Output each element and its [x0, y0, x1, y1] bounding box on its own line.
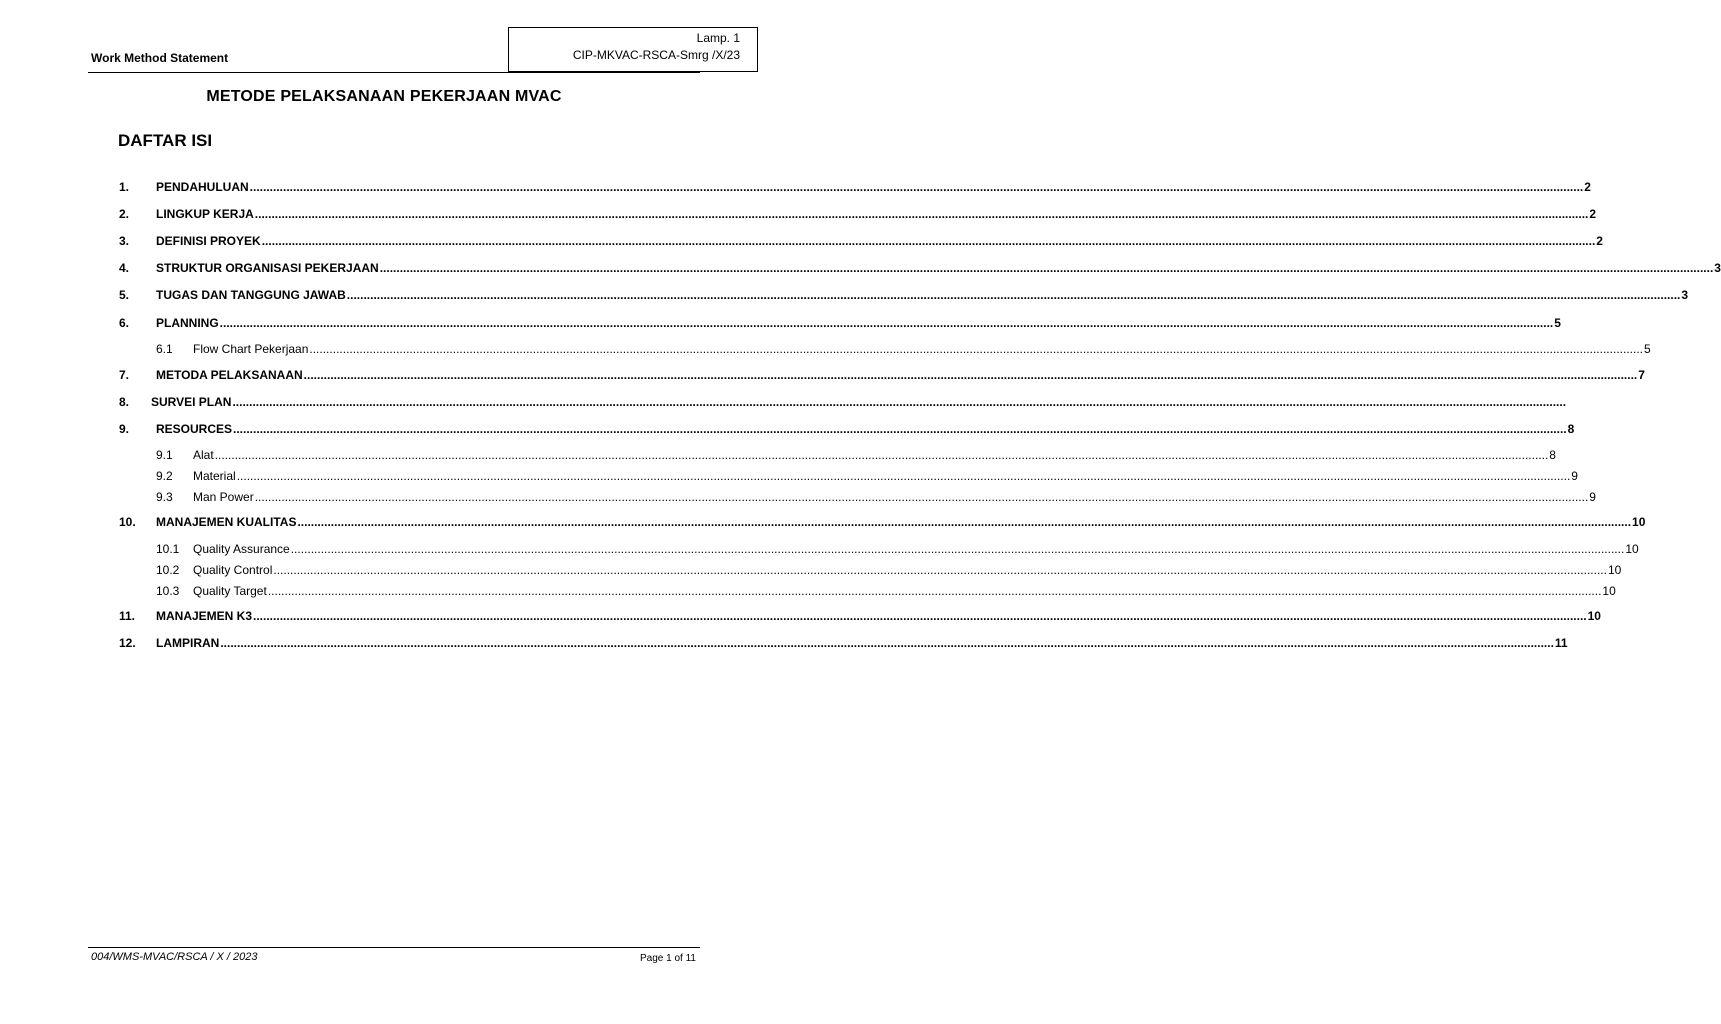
toc-entry-label: Quality Target	[193, 584, 267, 598]
toc-entry-number: 10.	[119, 515, 136, 529]
toc-entry[interactable]	[119, 609, 1601, 627]
toc-entry-page: 3	[1714, 261, 1721, 275]
toc-entry-number: 10.1	[156, 542, 180, 556]
toc-entry-label: Man Power	[193, 490, 254, 504]
toc-entry[interactable]	[119, 395, 1567, 413]
toc-entry-page: 8	[1549, 448, 1556, 462]
toc-dot-leader: ................................................................................................................................................................................................................................................................................................................................................................................................................	[253, 609, 1587, 623]
toc-entry-label: STRUKTUR ORGANISASI PEKERJAAN	[156, 261, 379, 275]
footer-document-code: 004/WMS-MVAC/RSCA / X / 2023	[91, 951, 258, 963]
toc-subentry[interactable]	[156, 490, 1596, 508]
toc-dot-leader: ................................................................................................................................................................................................................................................................................................................................................................................................................	[267, 584, 1602, 598]
toc-entry[interactable]	[119, 368, 1645, 386]
toc-entry-number: 9.	[119, 422, 130, 436]
toc-entry[interactable]	[119, 515, 1646, 533]
footer-divider	[88, 947, 700, 948]
toc-subentry[interactable]	[156, 469, 1578, 487]
toc-entry-number: 10.2	[156, 563, 180, 577]
toc-entry-page: 7	[1638, 368, 1645, 382]
toc-entry-number: 9.2	[156, 469, 173, 483]
toc-entry-number: 9.1	[156, 448, 173, 462]
toc-entry-page: 11	[1554, 636, 1568, 650]
toc-entry-number: 1.	[119, 180, 130, 194]
toc-entry-page: 5	[1554, 316, 1561, 330]
toc-subentry[interactable]	[156, 584, 1616, 602]
toc-entry-label: RESOURCES	[156, 422, 233, 436]
toc-dot-leader: ................................................................................................................................................................................................................................................................................................................................................................................................................	[232, 395, 1567, 409]
header-reference-box	[508, 27, 758, 72]
toc-entry-page: 10	[1587, 609, 1601, 623]
toc-dot-leader: ................................................................................................................................................................................................................................................................................................................................................................................................................	[290, 542, 1625, 556]
toc-entry-page: 5	[1643, 342, 1651, 356]
toc-dot-leader: ................................................................................................................................................................................................................................................................................................................................................................................................................	[220, 636, 1554, 650]
toc-entry-label: PENDAHULUAN	[156, 180, 249, 194]
toc-entry[interactable]	[119, 261, 1721, 279]
toc-entry-label: DEFINISI PROYEK	[156, 234, 261, 248]
toc-entry-number: 9.3	[156, 490, 173, 504]
document-title: METODE PELAKSANAAN PEKERJAAN MVAC	[206, 88, 562, 105]
toc-entry-label: Flow Chart Pekerjaan	[193, 342, 309, 356]
toc-dot-leader: ................................................................................................................................................................................................................................................................................................................................................................................................................	[254, 207, 1589, 221]
toc-dot-leader: ................................................................................................................................................................................................................................................................................................................................................................................................................	[233, 422, 1567, 436]
toc-entry-number: 11.	[119, 609, 136, 623]
toc-dot-leader: ................................................................................................................................................................................................................................................................................................................................................................................................................	[261, 234, 1596, 248]
toc-subentry[interactable]	[156, 448, 1556, 466]
toc-dot-leader: ................................................................................................................................................................................................................................................................................................................................................................................................................	[214, 448, 1549, 462]
toc-dot-leader: ................................................................................................................................................................................................................................................................................................................................................................................................................	[219, 316, 1554, 330]
toc-entry-number: 8.	[119, 395, 130, 409]
toc-entry-page: 9	[1589, 490, 1596, 504]
toc-dot-leader: ................................................................................................................................................................................................................................................................................................................................................................................................................	[254, 490, 1589, 504]
header-document-type: Work Method Statement	[91, 51, 229, 65]
toc-entry-number: 2.	[119, 207, 130, 221]
toc-subentry[interactable]	[156, 542, 1639, 560]
toc-entry-label: PLANNING	[156, 316, 219, 330]
toc-entry-page: 2	[1596, 234, 1603, 248]
toc-entry-number: 6.1	[156, 342, 173, 356]
toc-dot-leader: ................................................................................................................................................................................................................................................................................................................................................................................................................	[273, 563, 1607, 577]
toc-entry-label: Quality Control	[193, 563, 273, 577]
toc-entry-number: 4.	[119, 261, 130, 275]
toc-entry-label: Material	[193, 469, 236, 483]
toc-subentry[interactable]	[156, 342, 1651, 360]
toc-dot-leader: ................................................................................................................................................................................................................................................................................................................................................................................................................	[303, 368, 1638, 382]
toc-entry[interactable]	[119, 288, 1689, 306]
toc-dot-leader: ................................................................................................................................................................................................................................................................................................................................................................................................................	[236, 469, 1571, 483]
toc-entry-page: 2	[1589, 207, 1597, 221]
toc-entry-page: 10	[1632, 515, 1646, 529]
toc-heading: DAFTAR ISI	[118, 131, 213, 150]
toc-entry-page: 3	[1681, 288, 1689, 302]
toc-entry-label: MANAJEMEN K3	[156, 609, 253, 623]
toc-dot-leader: ................................................................................................................................................................................................................................................................................................................................................................................................................	[379, 261, 1714, 275]
toc-dot-leader: ................................................................................................................................................................................................................................................................................................................................................................................................................	[346, 288, 1681, 302]
toc-entry[interactable]	[119, 180, 1591, 198]
toc-entry-page: 10	[1602, 584, 1616, 598]
toc-entry[interactable]	[119, 422, 1575, 440]
header-divider	[88, 72, 700, 73]
toc-entry-number: 5.	[119, 288, 130, 302]
toc-entry[interactable]	[119, 234, 1603, 252]
toc-entry-label: LINGKUP KERJA	[156, 207, 254, 221]
toc-entry[interactable]	[119, 636, 1568, 654]
toc-entry-number: 7.	[119, 368, 130, 382]
toc-entry-page: 2	[1584, 180, 1591, 194]
toc-entry-number: 12.	[119, 636, 136, 650]
toc-entry-label: SURVEI PLAN	[151, 395, 232, 409]
header-attachment-label: Lamp. 1	[696, 31, 740, 45]
toc-entry[interactable]	[119, 207, 1597, 225]
toc-entry-label: Quality Assurance	[193, 542, 290, 556]
toc-entry[interactable]	[119, 316, 1561, 334]
toc-entry-page: 8	[1567, 422, 1575, 436]
toc-subentry[interactable]	[156, 563, 1622, 581]
toc-dot-leader: ................................................................................................................................................................................................................................................................................................................................................................................................................	[249, 180, 1584, 194]
toc-entry-label: Alat	[193, 448, 214, 462]
toc-entry-label: TUGAS DAN TANGGUNG JAWAB	[156, 288, 346, 302]
toc-entry-page: 10	[1625, 542, 1639, 556]
toc-entry-label: LAMPIRAN	[156, 636, 220, 650]
toc-entry-page: 9	[1571, 469, 1578, 483]
footer-page-indicator: Page 1 of 11	[640, 953, 696, 964]
toc-entry-number: 10.3	[156, 584, 180, 598]
toc-entry-page: 10	[1607, 563, 1622, 577]
toc-entry-number: 3.	[119, 234, 130, 248]
toc-dot-leader: ................................................................................................................................................................................................................................................................................................................................................................................................................	[297, 515, 1632, 529]
header-document-code: CIP-MKVAC-RSCA-Smrg /X/23	[572, 48, 740, 62]
toc-entry-number: 6.	[119, 316, 130, 330]
toc-entry-label: MANAJEMEN KUALITAS	[156, 515, 297, 529]
toc-entry-label: METODA PELAKSANAAN	[156, 368, 303, 382]
toc-dot-leader: ................................................................................................................................................................................................................................................................................................................................................................................................................	[309, 342, 1643, 356]
